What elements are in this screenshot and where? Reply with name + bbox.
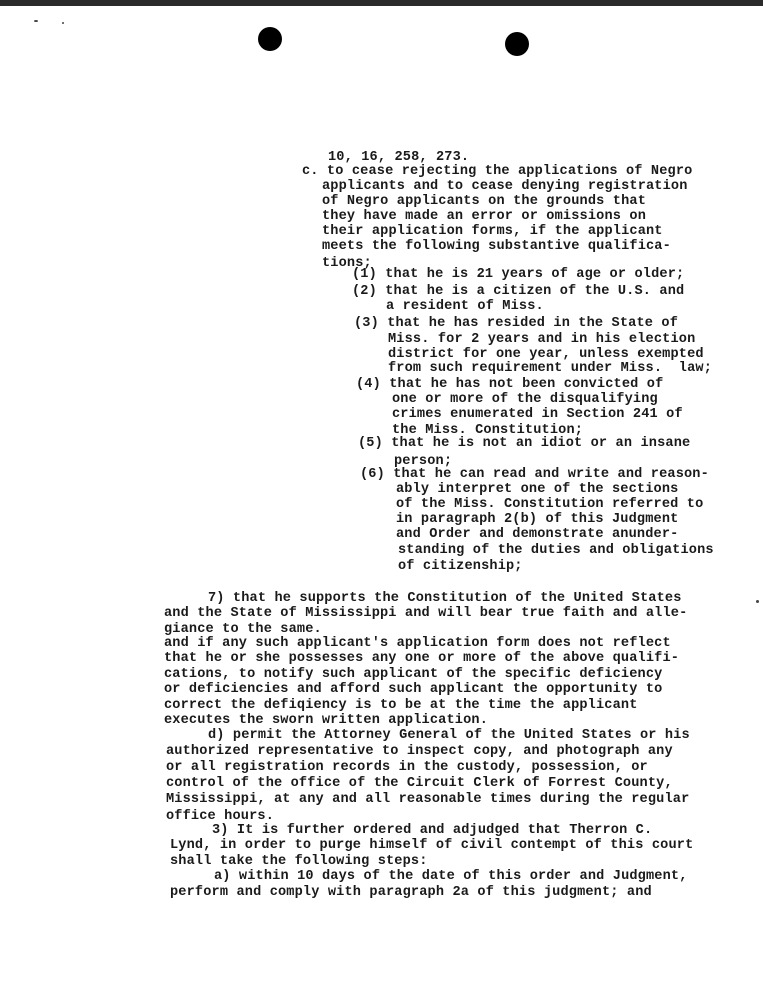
text-line: a) within 10 days of the date of this order and Judgment, <box>214 869 688 884</box>
text-line: one or more of the disqualifying <box>392 392 658 407</box>
text-line: shall take the following steps: <box>170 854 428 869</box>
scan-speck <box>756 600 759 603</box>
text-line: giance to the same. <box>164 622 322 637</box>
text-line: (3) that he has resided in the State of <box>354 316 678 331</box>
text-line: (6) that he can read and write and reason- <box>360 467 709 482</box>
text-line: their application forms, if the applicant <box>322 224 663 239</box>
text-line: Miss. for 2 years and in his election <box>388 332 696 347</box>
text-line: of the Miss. Constitution referred to <box>396 497 704 512</box>
text-line: district for one year, unless exempted <box>388 347 704 362</box>
text-line: Mississippi, at any and all reasonable times during the regular <box>166 792 690 807</box>
text-line: Lynd, in order to purge himself of civil contempt of this court <box>170 838 694 853</box>
text-line: tions; <box>322 256 372 271</box>
text-line: or all registration records in the custody, possession, or <box>166 760 648 775</box>
scan-speck <box>62 22 64 24</box>
text-line: (2) that he is a citizen of the U.S. and <box>352 284 685 299</box>
text-line: standing of the duties and obligations <box>398 543 714 558</box>
text-line: executes the sworn written application. <box>164 713 488 728</box>
text-line: d) permit the Attorney General of the United States or his <box>208 728 690 743</box>
text-line: crimes enumerated in Section 241 of <box>392 407 683 422</box>
text-line: 3) It is further ordered and adjudged that Therron C. <box>212 823 653 838</box>
text-line: a resident of Miss. <box>386 299 544 314</box>
text-line: that he or she possesses any one or more of the above qualifi- <box>164 651 680 666</box>
text-line: the Miss. Constitution; <box>392 423 584 438</box>
text-line: applicants and to cease denying registration <box>322 179 688 194</box>
scan-top-border <box>0 0 763 6</box>
text-line: in paragraph 2(b) of this Judgment <box>396 512 679 527</box>
text-line: office hours. <box>166 809 274 824</box>
text-line: they have made an error or omissions on <box>322 209 646 224</box>
text-line: or deficiencies and afford such applicant the opportunity to <box>164 682 663 697</box>
text-line: 7) that he supports the Constitution of the United States <box>208 591 682 606</box>
text-line: 10, 16, 258, 273. <box>328 150 470 165</box>
text-line: authorized representative to inspect copy, and photograph any <box>166 744 673 759</box>
scan-speck <box>34 20 38 22</box>
punch-hole-left <box>258 27 282 51</box>
text-line: of citizenship; <box>398 559 523 574</box>
text-line: of Negro applicants on the grounds that <box>322 194 646 209</box>
text-line: c. to cease rejecting the applications of Negro <box>302 164 693 179</box>
text-line: (4) that he has not been convicted of <box>356 377 664 392</box>
text-line: from such requirement under Miss. law; <box>388 361 712 376</box>
text-line: (1) that he is 21 years of age or older; <box>352 267 685 282</box>
text-line: and the State of Mississippi and will bear true faith and alle- <box>164 606 688 621</box>
text-line: and if any such applicant's application form does not reflect <box>164 636 671 651</box>
text-line: cations, to notify such applicant of the specific deficiency <box>164 667 663 682</box>
text-line: (5) that he is not an idiot or an insane <box>358 436 691 451</box>
text-line: meets the following substantive qualifica- <box>322 239 671 254</box>
text-line: ably interpret one of the sections <box>396 482 679 497</box>
punch-hole-right <box>505 32 529 56</box>
text-line: person; <box>394 454 453 469</box>
text-line: correct the defiqiency is to be at the time the applicant <box>164 698 638 713</box>
text-line: perform and comply with paragraph 2a of this judgment; and <box>170 885 652 900</box>
text-line: control of the office of the Circuit Clerk of Forrest County, <box>166 776 673 791</box>
text-line: and Order and demonstrate anunder- <box>396 527 679 542</box>
